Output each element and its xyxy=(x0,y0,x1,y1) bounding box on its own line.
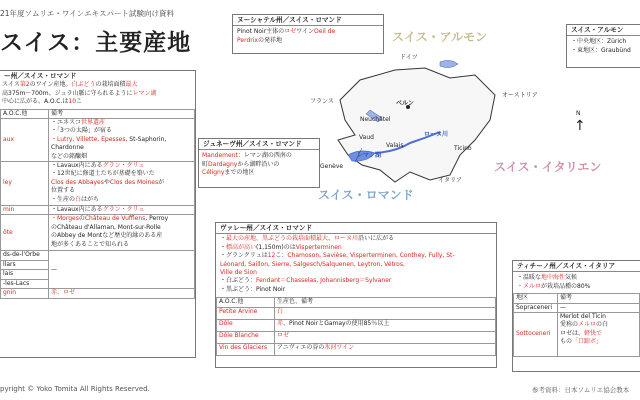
map-city-ticino: Ticino xyxy=(454,145,472,152)
valais-col-aoc: A.O.C.他 xyxy=(217,298,275,307)
table-row: aux ・ユネスコ世界遺産 ・「3つの太陽」が宿る ・Lutry, Villette, Epesses, St-Saphorin, Chardonne などの銘醸畑 xyxy=(1,119,195,162)
region-label-romande: スイス・ロマンド xyxy=(318,188,414,202)
table-row: min ・Lavaux内にあるグラン・クリュ xyxy=(1,206,195,215)
vaud-table xyxy=(0,109,195,299)
geneve-description: Mandement：レマン湖の西南の 町Dardagnyから湖畔沿いの Célignyまでの地区 xyxy=(202,152,292,177)
table-row: Vin des Glaciers アニヴィエの谷の氷河ワイン xyxy=(217,343,496,355)
ticino-table xyxy=(513,293,640,357)
footer-copyright: pyright © Yoko Tomita All Rights Reserved. xyxy=(0,385,150,393)
lake-constance-shape xyxy=(440,60,458,67)
map-city-neuchatel: Neuchâtel xyxy=(360,116,391,123)
valais-col-note: 生産色、備考 xyxy=(275,298,496,307)
vaud-box xyxy=(0,70,196,358)
valais-table xyxy=(216,297,496,355)
map-city-valais: Valais xyxy=(386,142,404,149)
table-row: ds-de-l'Orbe — xyxy=(1,251,195,260)
table-row: lais xyxy=(1,270,195,279)
geneve-box xyxy=(198,138,320,188)
table-row: Dôle Blanche ロゼ xyxy=(217,331,496,343)
map-country-france: フランス xyxy=(310,98,334,105)
map-country-austria: オーストリア xyxy=(502,92,538,99)
map-city-vaud: Vaud xyxy=(359,134,374,141)
table-row: llars xyxy=(1,260,195,269)
ticino-col-note: 備考 xyxy=(558,294,640,303)
map-country-germany: ドイツ xyxy=(400,54,418,61)
neuchatel-box xyxy=(232,14,384,54)
map-country-italy: イタリア xyxy=(438,177,463,184)
table-row: Sottoceneri Merlot del Ticin 愛称のメルロの白 ロゼは、軽快で もの「口蹄ボ」 xyxy=(514,313,640,357)
vaud-col-note: 備考 xyxy=(49,109,195,118)
ticino-heading: ティチーノ州／スイス・イタリア xyxy=(513,261,640,272)
region-label-alemannic: スイス・アルモン xyxy=(392,30,488,44)
vaud-col-aoc: A.O.C.他 xyxy=(1,109,49,118)
footer-reference: 参考資料：日本ソムリエ協会教本 xyxy=(532,386,630,394)
map-city-bern: ベルン xyxy=(396,100,414,107)
alemannic-heading: スイス・アルモン xyxy=(567,25,640,36)
table-row: gnin 赤、ロゼ xyxy=(1,289,195,298)
region-label-italian: スイス・イタリエン xyxy=(494,160,602,174)
map-river-rhone: ローヌ川 xyxy=(424,131,449,138)
valais-heading: ヴァレー州／スイス・ロマンド xyxy=(216,223,496,234)
table-row: Dôle 赤、Pinot NoirとGamayの使用85％以上 xyxy=(217,319,496,331)
table-row: -les-Lacs xyxy=(1,279,195,288)
table-row: ley ・Lavaux内にあるグラン・クリュ ・12世紀に修道士たちが基礎を築いた Clos des AbbayesやClos des Moinesが 位置する ・生産の白はがち xyxy=(1,162,195,206)
map-lake-leman: レマン湖 xyxy=(357,152,382,159)
alemannic-description: ・中央地区：Zürich ・東地区：Graubünd xyxy=(571,38,631,54)
geneve-heading: ジュネーヴ州／スイス・ロマンド xyxy=(199,139,319,150)
vaud-description: スイス第2のワイン産地。白ぶどうの栽培面積最大 高375m〜700m。ジュラ山脈に守られるようにレマン湖 中心に広がる。A.O.C.は10こ xyxy=(2,81,157,106)
vaud-heading: ー州／スイス・ロマンド xyxy=(0,71,195,81)
neuchatel-heading: ヌーシャテル州／スイス・ロマンド xyxy=(233,15,383,26)
table-row: Sopraceneri — xyxy=(514,303,640,312)
compass-icon: ↑ xyxy=(574,118,586,134)
ticino-col-region: 地区 xyxy=(514,294,558,303)
alemannic-box xyxy=(566,24,640,68)
ticino-box xyxy=(512,260,640,372)
neuchatel-description: Pinot Noir主体のロゼワインOeil de Perdrixの発祥地 xyxy=(237,28,336,44)
compass-north-label: N xyxy=(576,110,581,117)
table-row: Petite Arvine 白 xyxy=(217,307,496,319)
table-row: ôte ・MorgesのChâteau de Vufflens, Perroy のChâteau d'Allaman, Mont-sur-Rolle のAbbey de Montなど歴史的縁のある産 地が多くあることで知られる xyxy=(1,215,195,251)
switzerland-map xyxy=(300,40,520,210)
switzerland-outline xyxy=(338,68,495,182)
ticino-description: ・温暖な地中海性気候 ・メルロが栽培品種の80% xyxy=(517,274,591,290)
valais-description: ・最大の産地、黒ぶどうの栽培面積最大、ローヌ川沿いに広がる ・標高が高い(1,150m)のはVisperterminen ・グランクリュは12こ：Chamoson, Savièse, Visperterminen, Conthey, Fully, St- Léonard, Saillon, Sierre, Salgesch/Salquenen, Leytron, Vétros, Ville de Sion ・白ぶどう：Fendant＝Chasselas, Johannisberg＝Sylvaner ・黒ぶどう：Pinot Noir xyxy=(220,235,455,293)
valais-box xyxy=(215,222,497,368)
map-city-geneve: Genève xyxy=(320,163,344,170)
page-title: スイス：主要産地 xyxy=(0,30,192,56)
page-subtitle: 21年度ソムリエ・ワインエキスパート試験向け資料 xyxy=(0,9,174,18)
